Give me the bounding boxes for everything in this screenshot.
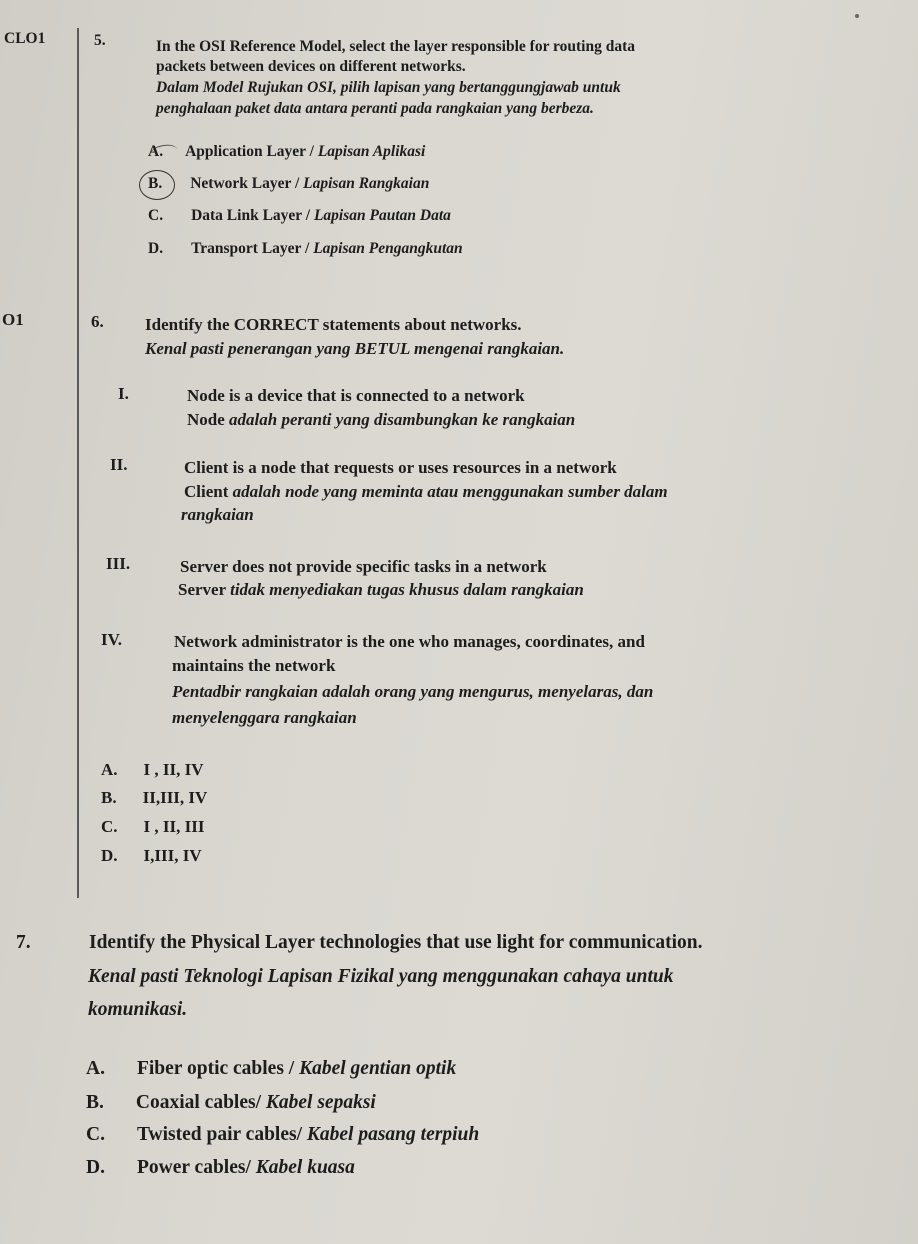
option-text-en: Fiber optic cables / — [136, 1058, 300, 1079]
text-part: Server — [178, 580, 231, 599]
question-text-ms — [145, 339, 564, 359]
option-text-ms: Lapisan Pautan Data — [313, 207, 451, 224]
statement-number: I. — [118, 384, 129, 403]
statement-text-en: Node is a device that is connected to a network — [187, 386, 525, 405]
option-text-en: Twisted pair cables/ — [136, 1124, 307, 1145]
text-part: adalah peranti yang disambungkan ke rangkaian — [229, 410, 576, 429]
option-letter: D. — [101, 846, 118, 865]
question-text-ms: komunikasi. — [88, 999, 188, 1020]
text-part: statements about networks. — [318, 315, 522, 334]
statement-number: III. — [106, 554, 131, 573]
question-text-ms: Dalam Model Rujukan OSI, pilih lapisan yang bertanggungjawab untuk — [156, 79, 621, 96]
option-d[interactable] — [86, 1157, 355, 1179]
question-text-en: packets between devices on different networks. — [156, 58, 466, 75]
option-d[interactable] — [101, 846, 202, 866]
option-b[interactable] — [101, 788, 207, 808]
option-c[interactable] — [86, 1124, 479, 1146]
option-letter: C. — [148, 207, 164, 224]
option-text-ms: Kabel kuasa — [255, 1157, 355, 1178]
statement-text-ms — [184, 482, 668, 502]
statement-text-ms: rangkaian — [181, 505, 254, 524]
question-text-en: In the OSI Reference Model, select the layer responsible for routing data — [156, 38, 636, 55]
option-letter: B. — [148, 175, 163, 192]
statement-text-en: maintains the network — [172, 656, 336, 675]
option-letter: D. — [148, 240, 164, 257]
margin-line — [77, 28, 79, 898]
option-text-en: Network Layer / — [190, 175, 304, 192]
question-number: 7. — [16, 932, 31, 953]
option-text-ms: Lapisan Aplikasi — [317, 143, 426, 160]
emphasis: CORRECT — [233, 315, 319, 334]
statement-number: IV. — [101, 630, 122, 649]
option-c[interactable] — [101, 817, 204, 837]
question-number: 6. — [91, 312, 104, 331]
statement-text-ms: menyelenggara rangkaian — [172, 708, 357, 727]
option-letter: D. — [86, 1157, 105, 1178]
option-text-ms: Kabel sepaksi — [265, 1092, 376, 1113]
statement-text-en: Network administrator is the one who manages, coordinates, and — [174, 632, 645, 651]
option-letter: C. — [86, 1124, 105, 1145]
option-text-en: Power cables/ — [136, 1157, 256, 1178]
option-text-en: Data Link Layer / — [191, 207, 314, 224]
clo-label: O1 — [2, 310, 24, 329]
text-part: tidak menyediakan tugas khusus dalam rangkaian — [230, 580, 584, 599]
question-text-ms: Kenal pasti Teknologi Lapisan Fizikal yang menggunakan cahaya untuk — [88, 966, 674, 987]
question-text-ms: penghalaan paket data antara peranti pada rangkaian yang berbeza. — [156, 100, 594, 117]
option-letter: A. — [101, 760, 118, 779]
text-part: adalah node yang meminta atau menggunakan sumber dalam — [232, 482, 668, 501]
statement-text-ms — [187, 410, 575, 430]
text-part: Node — [187, 410, 230, 429]
option-text: II,III, IV — [142, 788, 208, 807]
question-number: 5. — [94, 32, 106, 49]
option-text: I , II, III — [143, 817, 205, 836]
text-part: Identify the — [145, 315, 234, 334]
option-text-ms: Lapisan Rangkaian — [303, 175, 430, 192]
option-letter: A. — [148, 143, 164, 160]
option-b[interactable] — [148, 175, 429, 193]
option-letter: B. — [86, 1092, 104, 1113]
text-part: mengenai rangkaian. — [409, 339, 565, 358]
option-text-en: Application Layer / — [185, 143, 318, 160]
option-text-ms: Kabel pasang terpiuh — [306, 1124, 480, 1145]
text-part: Kenal pasti penerangan yang — [145, 339, 355, 358]
option-d[interactable] — [148, 240, 463, 258]
option-letter: B. — [101, 788, 117, 807]
option-letter: A. — [86, 1058, 105, 1079]
option-a[interactable] — [101, 760, 204, 780]
option-text-ms: Kabel gentian optik — [299, 1058, 457, 1079]
option-a[interactable] — [86, 1058, 456, 1080]
question-text-en — [145, 315, 522, 335]
emphasis: BETUL — [354, 339, 410, 358]
option-text-en: Coaxial cables/ — [135, 1092, 266, 1113]
option-letter: C. — [101, 817, 118, 836]
option-text: I , II, IV — [143, 760, 204, 779]
clo-label: CLO1 — [4, 30, 46, 47]
paper-speck — [855, 14, 859, 18]
statement-text-ms: Pentadbir rangkaian adalah orang yang mengurus, menyelaras, dan — [172, 682, 654, 701]
option-text: I,III, IV — [143, 846, 202, 865]
statement-text-en: Client is a node that requests or uses resources in a network — [184, 458, 617, 477]
option-text-en: Transport Layer / — [191, 240, 314, 257]
statement-number: II. — [110, 455, 128, 474]
option-c[interactable] — [148, 207, 451, 225]
text-part: Client — [184, 482, 233, 501]
option-text-ms: Lapisan Pengangkutan — [313, 240, 463, 257]
option-b[interactable] — [86, 1092, 376, 1114]
statement-text-ms — [178, 580, 584, 600]
option-a[interactable] — [148, 143, 425, 161]
question-text-en: Identify the Physical Layer technologies that use light for communication. — [89, 932, 703, 953]
statement-text-en: Server does not provide specific tasks in a network — [180, 557, 547, 576]
